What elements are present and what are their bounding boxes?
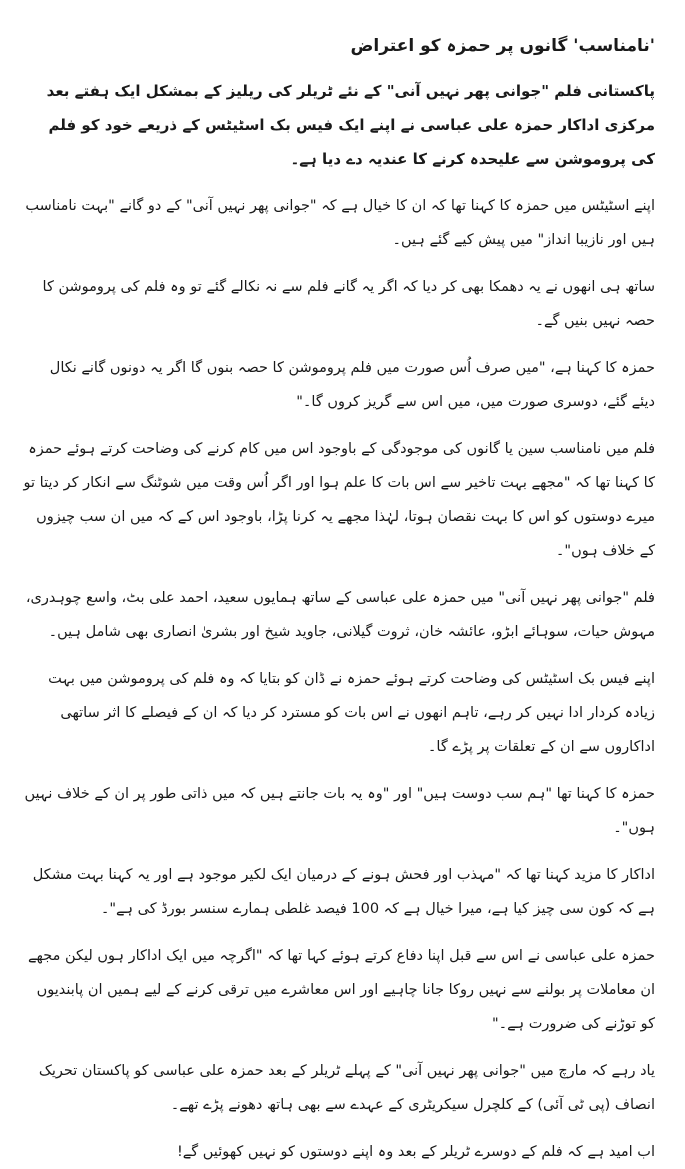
article-paragraph: اداکار کا مزید کہنا تھا کہ "مہذب اور فحش ہونے کے درمیان ایک لکیر موجود ہے اور یہ کہنا بہت مشکل ہے کہ کون سی چیز کیا ہے، میرا خیال ہے کہ 100 فیصد غلطی ہمارے سنسر بورڈ کی ہے"۔ bbox=[32, 867, 655, 917]
article-headline: 'نامناسب' گانوں پر حمزہ کو اعتراض bbox=[350, 36, 655, 56]
article-paragraph: فلم "جوانی پھر نہیں آنی" میں حمزہ علی عباسی کے ساتھ ہمایوں سعید، احمد علی بٹ، واسع چوہدری، مہوش حیات، سوہائے ابڑو، عائشہ خان، ثروت گیلانی، جاوید شیخ اور بشریٰ انصاری بھی شامل ہیں۔ bbox=[25, 590, 655, 640]
article-paragraph: اپنے فیس بک اسٹیٹس کی وضاحت کرتے ہوئے حمزہ نے ڈان کو بتایا کہ وہ فلم کی پروموشن میں بہت زیادہ کردار ادا نہیں کر رہے، تاہم انھوں نے اس بات کو مسترد کر دیا کہ ان کے فیصلے کا اثر ساتھی اداکاروں سے ان کے تعلقات پر پڑے گا۔ bbox=[48, 671, 655, 755]
article-paragraph: حمزہ علی عباسی نے اس سے قبل اپنا دفاع کرتے ہوئے کہا تھا کہ "اگرچہ میں ایک اداکار ہوں لیکن مجھے ان معاملات پر بولنے سے نہیں روکا جانا چاہیے اور اس معاشرے میں ترقی کرنے کے لیے ہمیں ان پابندیوں کو توڑنے کی ضرورت ہے۔" bbox=[28, 948, 655, 1032]
article-paragraph: فلم میں نامناسب سین یا گانوں کی موجودگی کے باوجود اس میں کام کرنے کی وضاحت کرتے ہوئے حمزہ کا کہنا تھا کہ "مجھے بہت تاخیر سے اس بات کا علم ہوا اور اگر اُس وقت میں شوٹنگ سے انکار کر دیتا تو میرے دوستوں کو اس کا بہت نقصان ہوتا، لہٰذا مجھے یہ کرنا پڑا، باوجود اس کے کہ میں ان سب چیزوں کے خلاف ہوں"۔ bbox=[23, 441, 655, 559]
article-paragraph: اپنے اسٹیٹس میں حمزہ کا کہنا تھا کہ ان کا خیال ہے کہ "جوانی پھر نہیں آنی" کے دو گانے "بہت نامناسب ہیں اور نازیبا انداز" میں پیش کیے گئے ہیں۔ bbox=[25, 198, 655, 248]
article-paragraph: اب امید ہے کہ فلم کے دوسرے ٹریلر کے بعد وہ اپنے دوستوں کو نہیں کھوئیں گے! bbox=[176, 1144, 655, 1160]
article-paragraph: یاد رہے کہ مارچ میں "جوانی پھر نہیں آنی" کے پہلے ٹریلر کے بعد حمزہ علی عباسی کو پاکستان تحریک انصاف (پی ٹی آئی) کے کلچرل سیکریٹری کے عہدے سے بھی ہاتھ دھونے پڑے تھے۔ bbox=[38, 1063, 655, 1113]
article-paragraph: حمزہ کا کہنا تھا "ہم سب دوست ہیں" اور "وہ یہ بات جانتے ہیں کہ میں ذاتی طور پر ان کے خلاف نہیں ہوں"۔ bbox=[24, 786, 655, 836]
article-paragraph: ساتھ ہی انھوں نے یہ دھمکا بھی کر دیا کہ اگر یہ گانے فلم سے نہ نکالے گئے تو وہ فلم کی پروموشن کا حصہ نہیں بنیں گے۔ bbox=[42, 279, 655, 329]
article-lead-paragraph: پاکستانی فلم "جوانی پھر نہیں آنی" کے نئے ٹریلر کی ریلیز کے بمشکل ایک ہفتے بعد مرکزی اداکار حمزہ علی عباسی نے اپنے ایک فیس بک اسٹیٹس کے ذریعے خود کو فلم کی پروموشن سے علیحدہ کرنے کا عندیہ دے دیا ہے۔ bbox=[46, 82, 655, 168]
article-paragraph: حمزہ کا کہنا ہے، "میں صرف اُس صورت میں فلم پروموشن کا حصہ بنوں گا اگر یہ دونوں گانے نکال دیئے گئے، دوسری صورت میں، میں اس سے گریز کروں گا۔" bbox=[49, 360, 655, 410]
